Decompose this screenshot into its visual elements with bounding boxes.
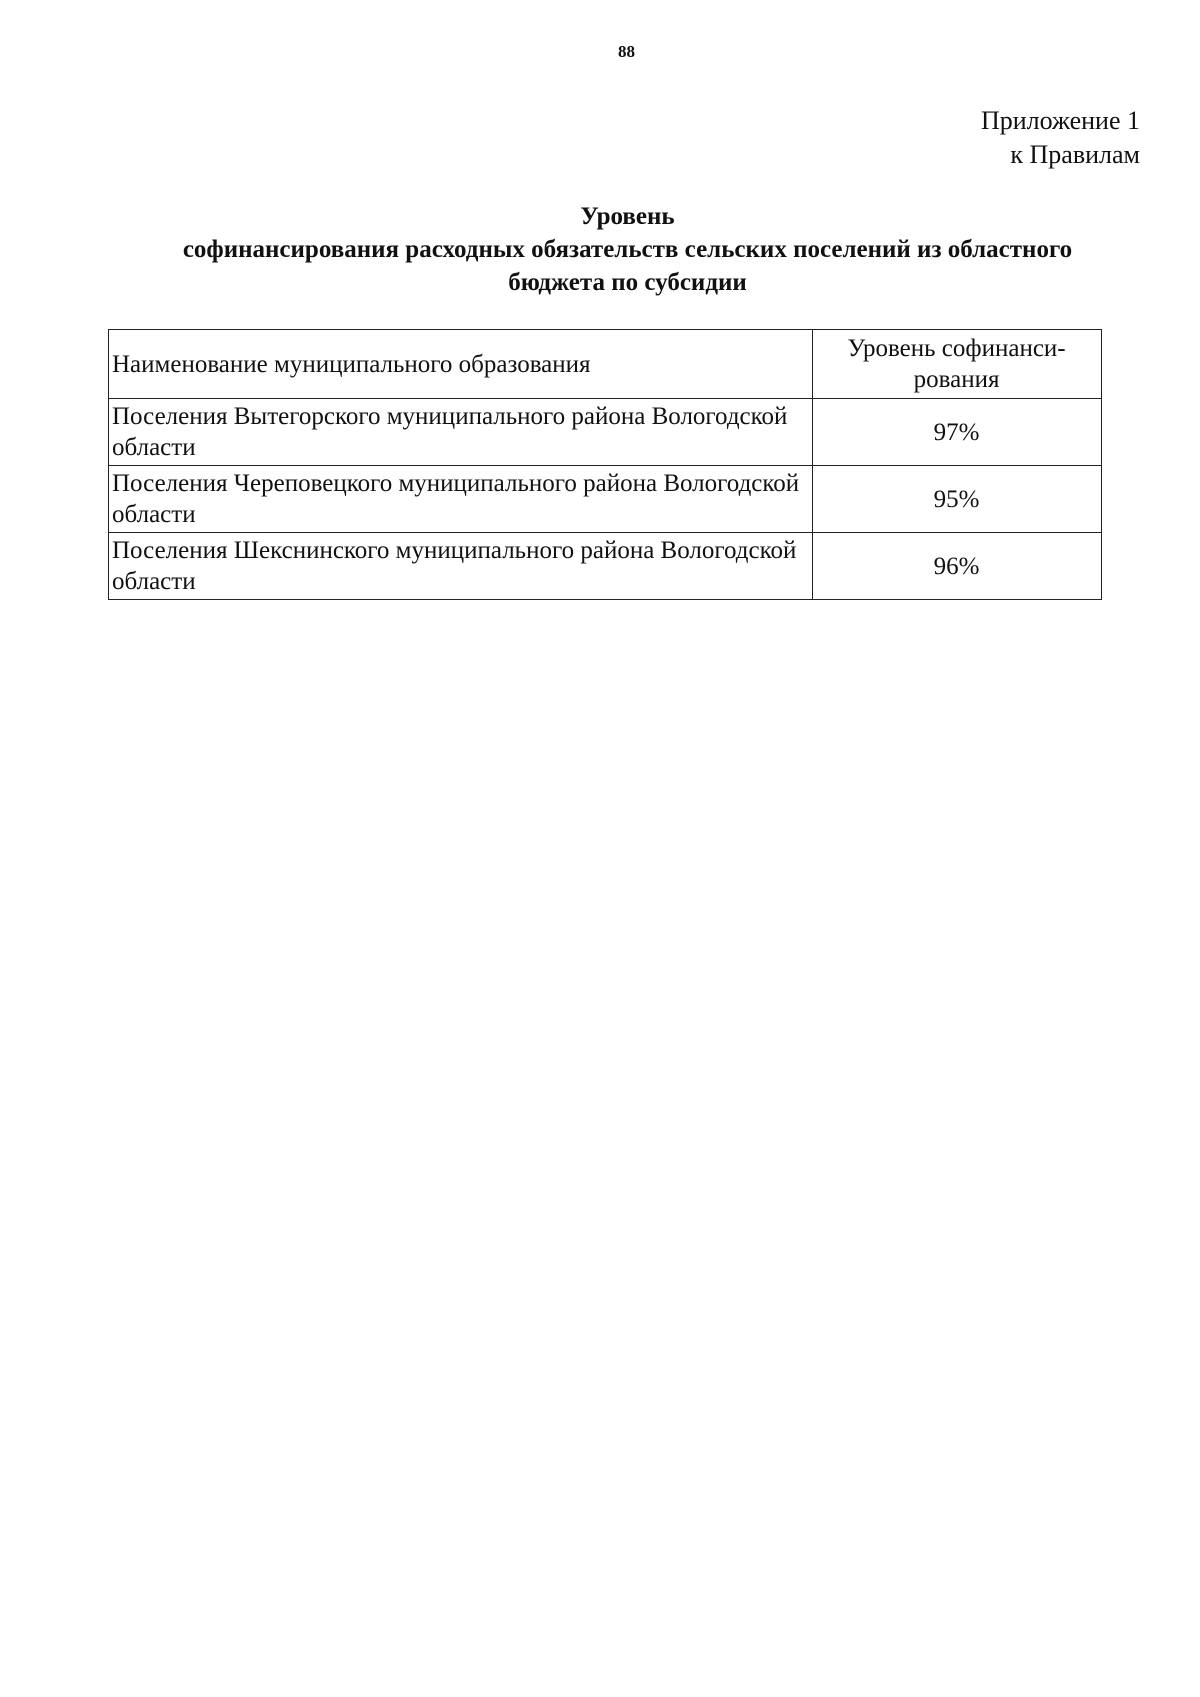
municipality-name: Поселения Череповецкого муниципального района Вологодской области xyxy=(109,466,813,533)
title-line-1: Уровень xyxy=(580,203,675,230)
page-number: 88 xyxy=(618,42,635,61)
header-municipality-name: Наименование муниципального образования xyxy=(109,330,813,399)
cofinancing-table xyxy=(108,329,1102,600)
document-title xyxy=(100,200,1155,299)
appendix-line-1: Приложение 1 xyxy=(980,106,1140,135)
table-header-row xyxy=(109,330,1102,399)
cofinancing-level: 96% xyxy=(813,533,1102,600)
municipality-name: Поселения Шекснинского муниципального района Вологодской области xyxy=(109,533,813,600)
table-row xyxy=(109,399,1102,466)
appendix-line-2: к Правилам xyxy=(1010,140,1140,169)
cofinancing-level: 97% xyxy=(813,399,1102,466)
table-row xyxy=(109,466,1102,533)
municipality-name: Поселения Вытегорского муниципального района Вологодской области xyxy=(109,399,813,466)
title-line-3: бюджета по субсидии xyxy=(508,269,747,296)
title-line-2: софинансирования расходных обязательств сельских поселений из областного xyxy=(182,236,1073,263)
table-row xyxy=(109,533,1102,600)
cofinancing-level: 95% xyxy=(813,466,1102,533)
header-cofinancing-level: Уровень софинанси-рования xyxy=(813,330,1102,399)
appendix-note xyxy=(981,104,1140,172)
